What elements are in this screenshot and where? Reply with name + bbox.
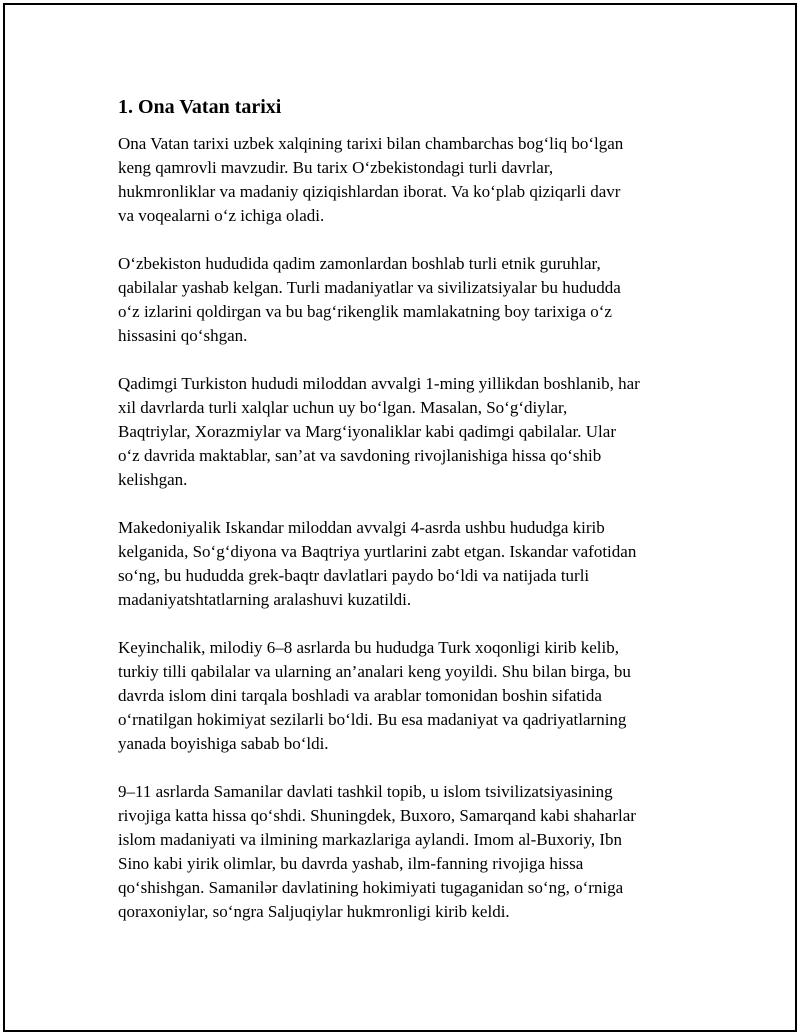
paragraph-2: O‘zbekiston hududida qadim zamonlardan boshlab turli etnik guruhlar, qabilalar yashab kelgan. Turli madaniyatlar va sivilizatsiyalar bu hududda o‘z izlarini qoldirgan va bu bag‘rikenglik mamlakatning boy tarixiga o‘z hissasini qo‘shgan. (118, 254, 621, 345)
document-page (3, 3, 797, 1032)
paragraph-4: Makedoniyalik Iskandar miloddan avvalgi 4-asrda ushbu hududga kirib kelganida, So‘g‘diyona va Baqtriya yurtlarini zabt etgan. Iskandar vafotidan so‘ng, bu hududda grek-baqtr davlatlari paydo bo‘ldi va natijada turli madaniyatshtatlarning aralashuvi kuzatildi. (118, 518, 637, 609)
paragraph-6: 9–11 asrlarda Samanilar davlati tashkil topib, u islom tsivilizatsiyasining rivojiga katta hissa qo‘shdi. Shuningdek, Buxoro, Samarqand kabi shaharlar islom madaniyati va ilmining markazlariga aylandi. Imom al-Buxoriy, Ibn Sino kabi yirik olimlar, bu davrda yashab, ilm-fanning rivojiga hissa qo‘shishgan. Samanilər davlatining hokimiyati tugaganidan so‘ng, o‘rniga qoraxoniylar, so‘ngra Saljuqiylar hukmronligi kirib keldi. (118, 782, 636, 921)
paragraph-1: Ona Vatan tarixi uzbek xalqining tarixi bilan chambarchas bog‘liq bo‘lgan keng qamrovli mavzudir. Bu tarix O‘zbekistondagi turli davrlar, hukmronliklar va madaniy qiziqishlardan iborat. Va ko‘plab qiziqarli davr va voqealarni o‘z ichiga oladi. (118, 134, 624, 225)
paragraph-3: Qadimgi Turkiston hududi miloddan avvalgi 1-ming yillikdan boshlanib, har xil davrlarda turli xalqlar uchun uy bo‘lgan. Masalan, So‘g‘diylar, Baqtriylar, Xorazmiylar va Marg‘iyonaliklar kabi qadimgi qabilalar. Ular o‘z davrida maktablar, san’at va savdoning rivojlanishiga hissa qo‘shib kelishgan. (118, 374, 640, 489)
document-body (118, 95, 698, 948)
section-title: 1. Ona Vatan tarixi (118, 96, 282, 118)
paragraph-5: Keyinchalik, milodiy 6–8 asrlarda bu hududga Turk xoqonligi kirib kelib, turkiy tilli qabilalar va ularning an’analari keng yoyildi. Shu bilan birga, bu davrda islom dini tarqala boshladi va arablar tomonidan boshin sifatida o‘rnatilgan hokimiyat sezilarli bo‘ldi. Bu esa madaniyat va qadriyatlarning yanada boyishiga sabab bo‘ldi. (118, 638, 631, 753)
